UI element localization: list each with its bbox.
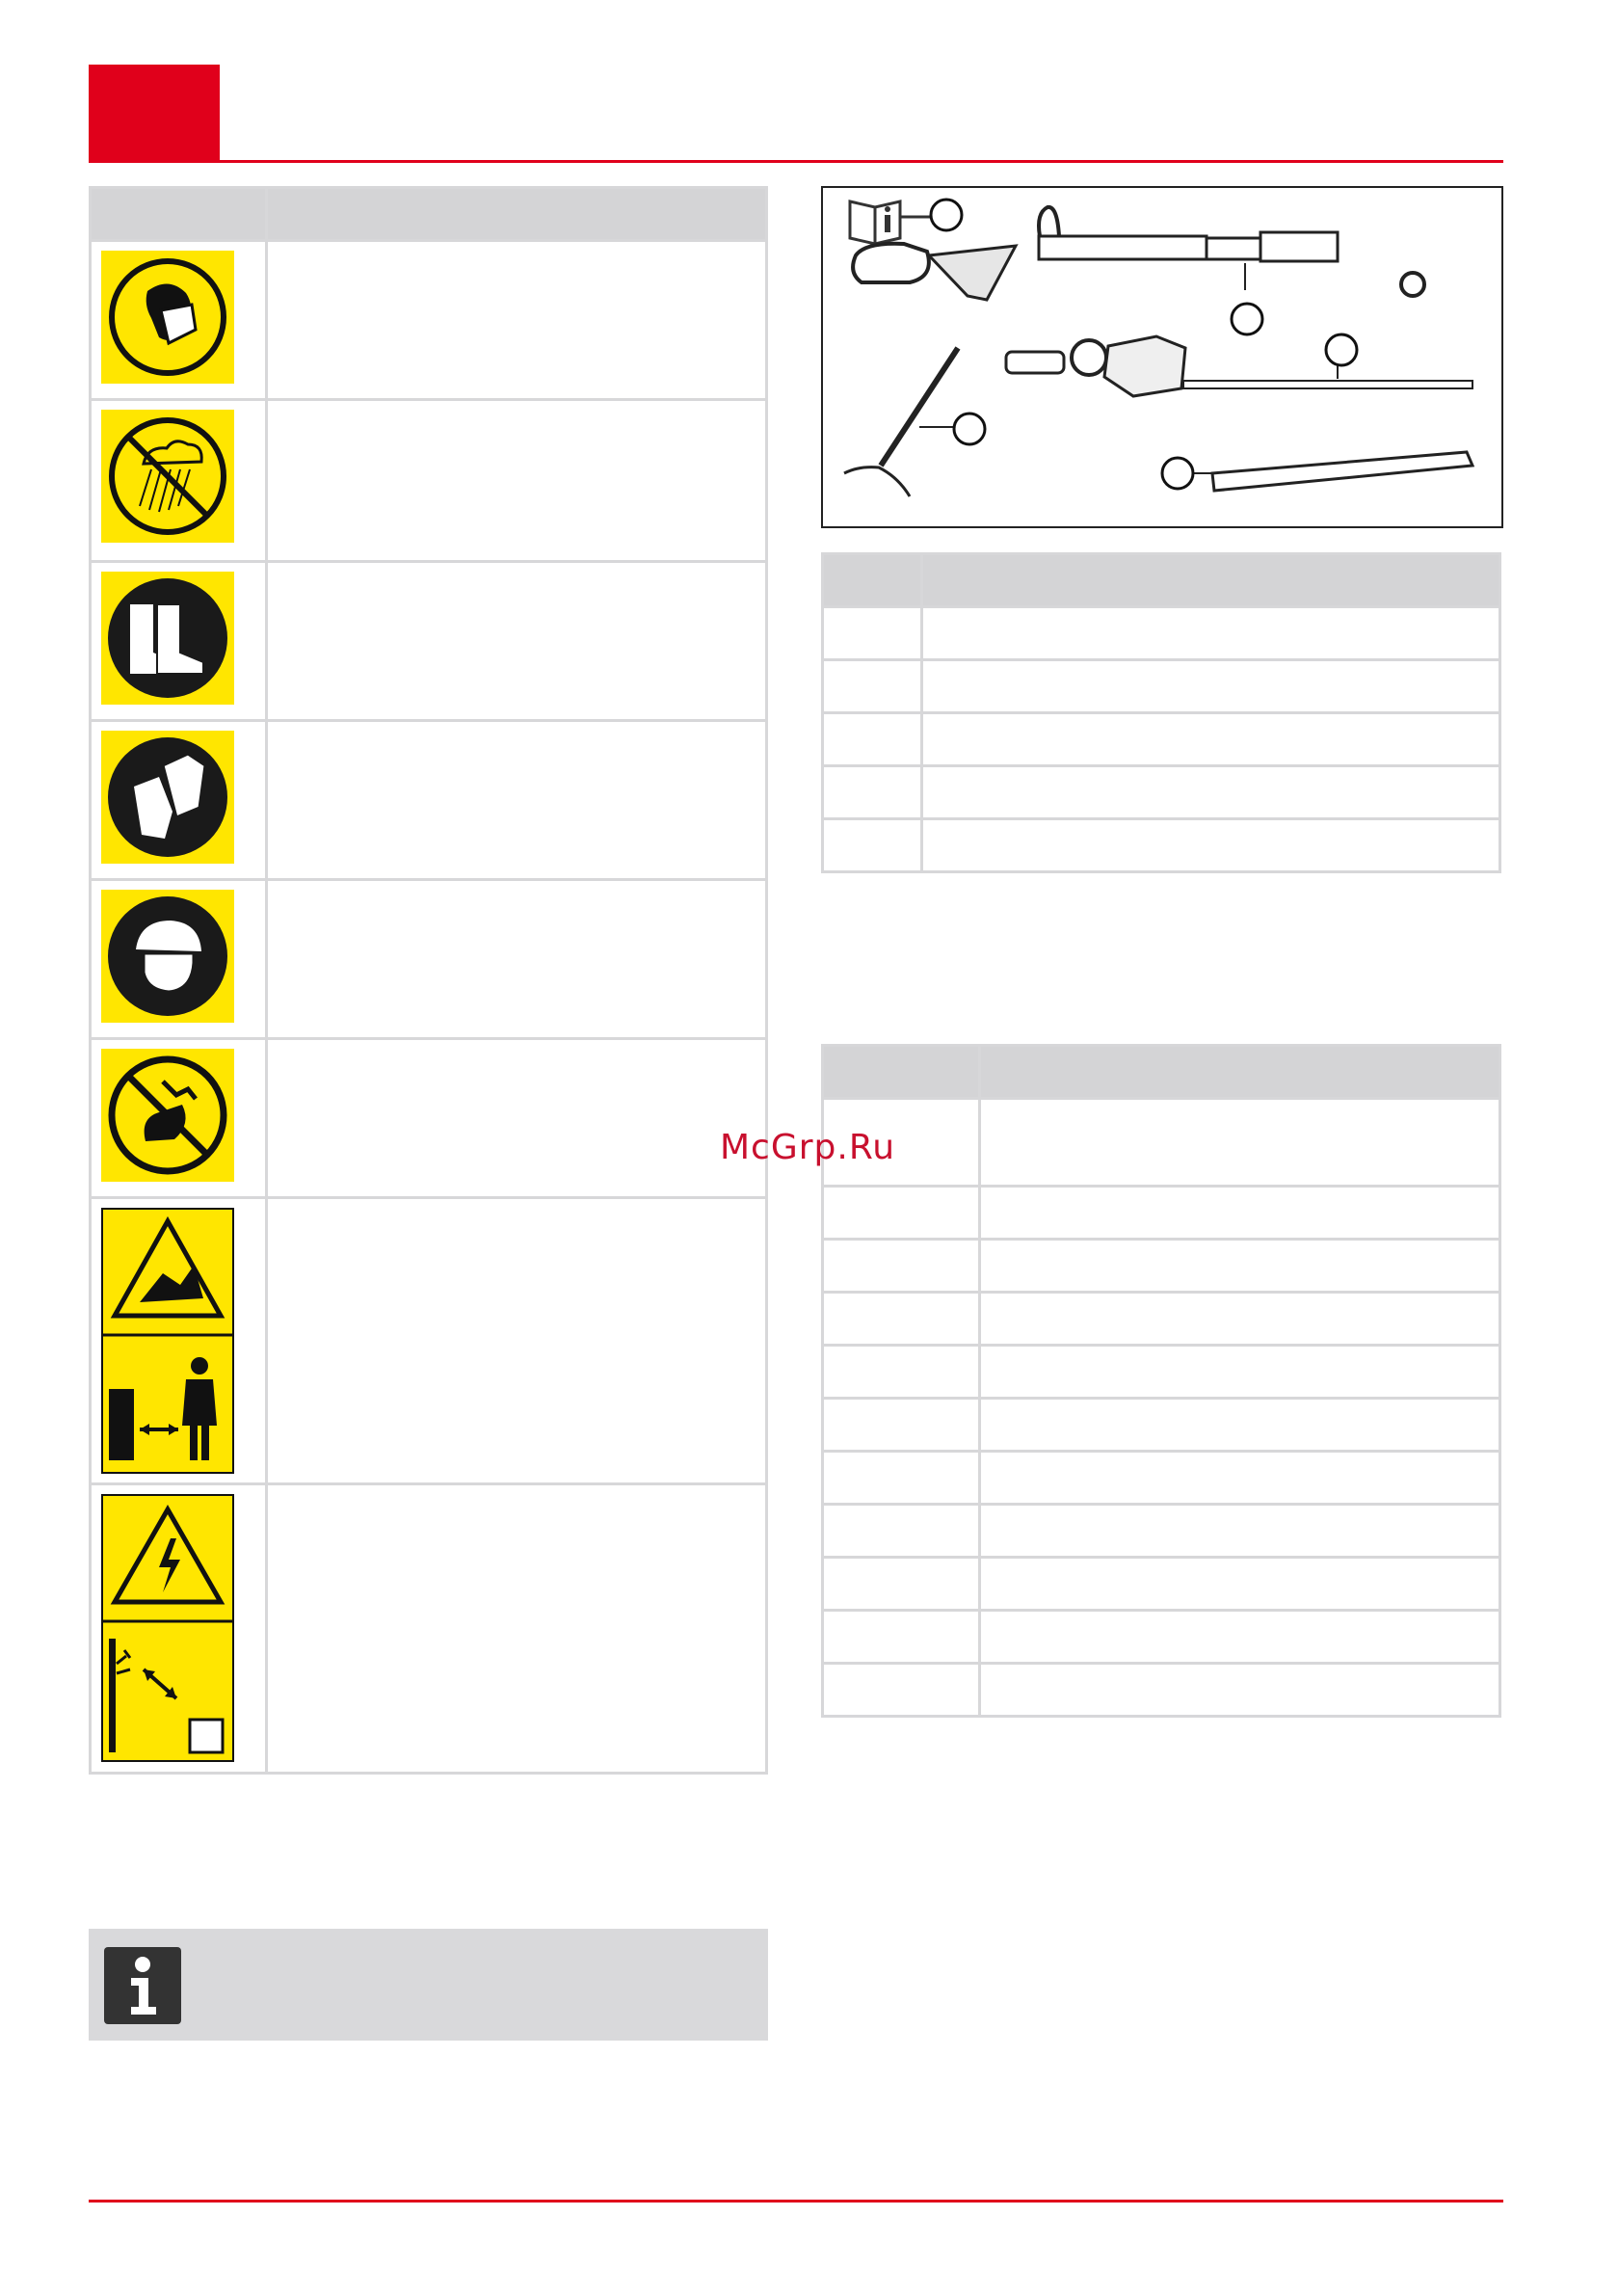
table-row — [823, 819, 1500, 872]
protective-gloves-icon — [101, 731, 234, 864]
symbols-table — [89, 186, 768, 1775]
table-row — [823, 1187, 1500, 1240]
table-row — [91, 1198, 767, 1484]
callout-marker — [954, 414, 985, 444]
meaning-text — [267, 562, 767, 721]
table-row — [91, 880, 767, 1039]
callout-marker — [1162, 458, 1193, 489]
table-row — [823, 1611, 1500, 1664]
table-row — [823, 1293, 1500, 1346]
safety-boots-icon — [101, 572, 234, 705]
keep-distance-bystanders-icon — [101, 1208, 234, 1474]
specifications-table — [821, 1044, 1501, 1718]
table-row — [91, 721, 767, 880]
meaning-text — [267, 880, 767, 1039]
meaning-text — [267, 721, 767, 880]
head-protection-icon — [101, 890, 234, 1023]
footer-rule — [89, 2200, 1503, 2203]
meaning-text — [267, 241, 767, 400]
table-row — [823, 1664, 1500, 1717]
table-row — [823, 1240, 1500, 1293]
info-note — [89, 1929, 768, 2041]
meaning-text — [267, 1198, 767, 1484]
table-row — [823, 1452, 1500, 1505]
callout-marker — [931, 200, 962, 230]
callout-marker — [1232, 304, 1262, 334]
table-row — [823, 1399, 1500, 1452]
read-manual-icon — [850, 201, 931, 244]
watermark: McGrp.Ru — [720, 1128, 896, 1167]
meaning-text — [267, 1039, 767, 1198]
header-meaning — [267, 188, 767, 241]
meaning-text — [267, 400, 767, 562]
table-header — [823, 554, 1500, 607]
table-row — [91, 241, 767, 400]
header-rule — [89, 160, 1503, 163]
electric-hazard-distance-icon — [101, 1494, 234, 1762]
callout-marker — [1326, 334, 1357, 365]
table-row — [823, 660, 1500, 713]
product-overview-figure — [821, 186, 1503, 528]
no-rain-icon — [101, 410, 234, 543]
table-row — [91, 400, 767, 562]
parts-table — [821, 552, 1501, 873]
table-header — [823, 1046, 1500, 1099]
table-row — [823, 713, 1500, 766]
chapter-tab — [89, 65, 220, 163]
table-header — [91, 188, 767, 241]
respirator-mask-icon — [101, 251, 234, 384]
no-throwing-objects-icon — [101, 1049, 234, 1182]
table-row — [823, 1346, 1500, 1399]
table-row — [823, 1558, 1500, 1611]
table-row — [823, 766, 1500, 819]
info-icon — [104, 1947, 181, 2024]
table-row — [823, 607, 1500, 660]
table-row — [91, 562, 767, 721]
table-row — [91, 1484, 767, 1774]
table-row — [823, 1099, 1500, 1187]
header-symbol — [91, 188, 267, 241]
table-row — [91, 1039, 767, 1198]
meaning-text — [267, 1484, 767, 1774]
table-row — [823, 1505, 1500, 1558]
